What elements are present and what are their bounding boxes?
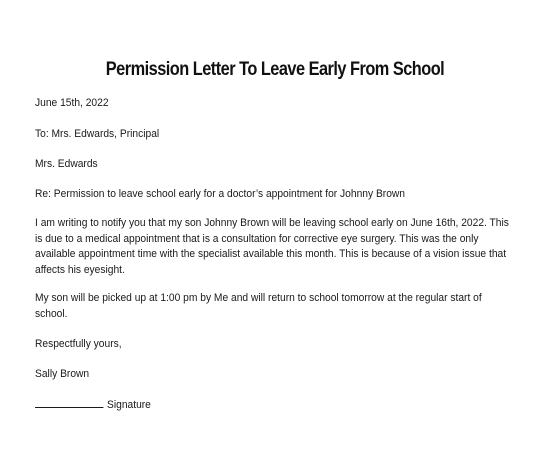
letter-title: Permission Letter To Leave Early From School [105, 59, 445, 80]
letter-closing: Respectfully yours, [35, 338, 122, 350]
body-paragraph-1-line: affects his eyesight. [35, 263, 125, 276]
letter-subject: Re: Permission to leave school early for a doctor’s appointment for Johnny Brown [35, 188, 406, 200]
body-paragraph-2-line: My son will be picked up at 1:00 pm by Me and will return to school tomorrow at the regular start of [35, 292, 482, 304]
signature-label: Signature [107, 399, 151, 411]
body-paragraph-2 [35, 291, 512, 322]
body-paragraph-1-line: is due to a medical appointment that is a consultation for corrective eye surgery. This was the only [35, 232, 479, 245]
signature-line [35, 397, 103, 408]
letter-recipient: To: Mrs. Edwards, Principal [35, 128, 160, 140]
body-paragraph-1 [35, 216, 512, 278]
body-paragraph-2-line: school. [35, 307, 68, 320]
letter-salutation: Mrs. Edwards [35, 158, 98, 170]
body-paragraph-1-line: available appointment time with the specialist available this month. This is because of a vision issue that [35, 248, 507, 261]
signature-block [35, 397, 151, 412]
body-paragraph-1-line: I am writing to notify you that my son Johnny Brown will be leaving school early on June 16th, 2022. This [35, 217, 509, 229]
letter-date: June 15th, 2022 [35, 97, 109, 109]
sender-name: Sally Brown [35, 368, 90, 380]
